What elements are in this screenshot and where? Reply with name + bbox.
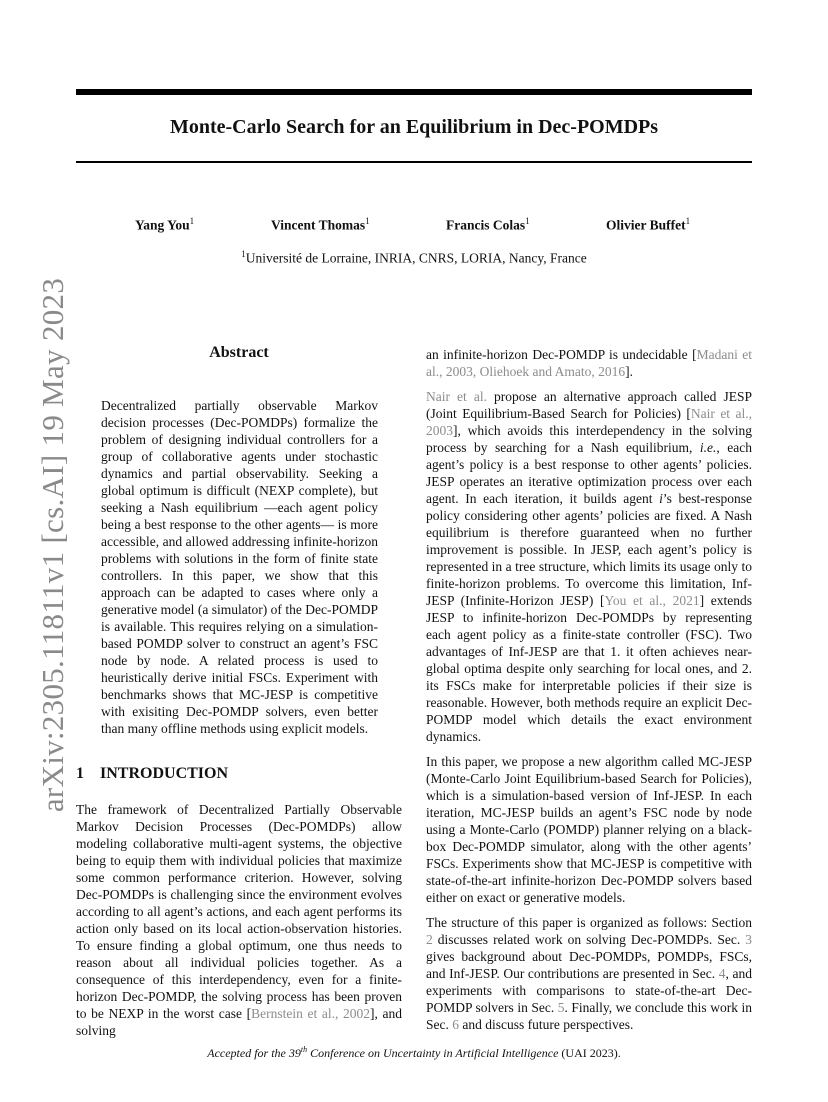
section-heading-introduction xyxy=(76,765,228,783)
author-affiliation-mark: 1 xyxy=(685,216,691,226)
paragraph-text: discusses related work on solving Dec-POMDPs. Sec. xyxy=(432,932,746,947)
section-number: 1 xyxy=(76,765,84,782)
paragraph-text: . Finally, we conclude this work in Sec. xyxy=(426,1000,752,1032)
title-top-rule xyxy=(76,89,752,95)
citation-link[interactable]: You et al., 2021 xyxy=(604,593,700,608)
arxiv-watermark: arXiv:2305.11811v1 [cs.AI] 19 May 2023 xyxy=(35,277,70,813)
paper-title: Monte-Carlo Search for an Equilibrium in Dec-POMDPs xyxy=(169,116,659,138)
paragraph-text: and discuss future perspectives. xyxy=(459,1017,634,1032)
citation-link[interactable]: Madani et al., 2003, Oliehoek and Amato, 2016 xyxy=(426,347,753,379)
section-reference-link[interactable]: 6 xyxy=(452,1017,459,1032)
right-column xyxy=(426,346,752,1041)
title-bottom-rule xyxy=(76,161,752,163)
math-variable: i xyxy=(659,491,663,506)
author-affiliation-mark: 1 xyxy=(525,216,530,226)
citation-link[interactable]: Bernstein et al., 2002 xyxy=(251,1006,370,1021)
paragraph-text: , each agent’s policy is a best response to other agents’ policies. JESP operates an iterative optimization process over each agent. In each iteration, it builds agent xyxy=(426,440,753,506)
paragraph-text: propose an alternative approach called JESP (Joint Equilibrium-Based Search for Policies) [ xyxy=(426,389,752,421)
abstract-heading: Abstract xyxy=(209,344,269,361)
author-name: Olivier Buffet xyxy=(606,217,686,233)
affiliation-text: Université de Lorraine, INRIA, CNRS, LORIA, Nancy, France xyxy=(245,250,587,266)
author-3 xyxy=(446,216,530,234)
footer-superscript: th xyxy=(300,1045,308,1054)
footer-text: Accepted for the 39 xyxy=(207,1046,301,1060)
section-title: INTRODUCTION xyxy=(100,765,229,782)
paragraph-text: ], which avoids this interdependency in the solving process by searching for a Nash equilibrium, xyxy=(426,423,752,455)
author-name: Francis Colas xyxy=(446,217,526,233)
footer-text: (UAI 2023). xyxy=(558,1046,621,1060)
intro-paragraph-4 xyxy=(426,914,752,1033)
section-reference-link[interactable]: 5 xyxy=(557,1000,565,1015)
intro-paragraph-1-continued xyxy=(426,346,752,380)
paragraph-text: ]. xyxy=(625,364,633,379)
author-4 xyxy=(606,216,690,234)
intro-paragraph-1 xyxy=(76,801,402,1039)
section-reference-link[interactable]: 3 xyxy=(745,932,752,947)
affiliation-mark: 1 xyxy=(241,249,246,259)
paragraph-text: , and experiments with comparisons to state-of-the-art Dec-POMDP solvers in Sec. xyxy=(426,966,753,1015)
citation-link[interactable]: Nair et al. xyxy=(426,389,487,404)
conference-footer xyxy=(76,1045,752,1061)
paragraph-text: ’s best-response policy considering other agents’ policies are fixed. A Nash equilibrium is therefore guaranteed when no further improvement is possible. In JESP, each agent’s policy is represented in a tree structure, which limits its usage only to finite-horizon problems. To overcome this limitation, Inf-JESP (Infinite-Horizon JESP) [ xyxy=(426,491,752,608)
section-reference-link[interactable]: 4 xyxy=(718,966,726,981)
emphasis-text: i.e. xyxy=(699,440,717,455)
intro-paragraph-3: In this paper, we propose a new algorithm called MC-JESP (Monte-Carlo Joint Equilibrium-based Search for Policies), which is a simulation-based version of Inf-JESP. In each iteration, MC-JESP builds an agent’s FSC node by node using a Monte-Carlo (POMDP) planner relying on a black-box Dec-POMDP simulator, along with the other agents’ FSCs. Experiments show that MC-JESP is competitive with state-of-the-art infinite-horizon Dec-POMDP solvers based either on exact or generative models. xyxy=(426,754,752,905)
paragraph-text: an infinite-horizon Dec-POMDP is undecidable [ xyxy=(426,347,697,362)
paragraph-text: ], and solving xyxy=(76,1006,402,1038)
footer-text: Conference on Uncertainty in Artificial Intelligence xyxy=(307,1046,559,1060)
citation-link[interactable]: Nair et al., 2003 xyxy=(426,406,752,438)
paragraph-text: ] extends JESP to infinite-horizon Dec-POMDPs by representing each agent policy as a finite-state controller (FSC). Two advantages of Inf-JESP are that 1. it often achieves near-global optima despite only searching for local ones, and 2. its FSCs make for interpretable policies if their size is reasonable. However, both methods require an explicit Dec-POMDP model which details the exact environment dynamics. xyxy=(426,593,752,744)
author-name: Yang You xyxy=(135,217,190,233)
author-affiliation-mark: 1 xyxy=(365,216,370,226)
section-reference-link[interactable]: 2 xyxy=(426,932,433,947)
author-affiliation-mark: 1 xyxy=(189,216,195,226)
paragraph-text: The framework of Decentralized Partially Observable Markov Decision Processes (Dec-POMDPs) allow modeling collaborative multi-agent systems, the objective being to equip them with individual policies that maximize some common performance criterion. However, solving Dec-POMDPs is challenging since the environment evolves according to all agent’s actions, and each agent performs its action only based on its local action-observation histories. To ensure finding a global optimum, one thus needs to reason about all individual policies together. As a consequence of this interdependency, even for a finite-horizon Dec-POMDP, the solving process has been proven to be NEXP in the worst case [ xyxy=(76,802,402,1021)
author-name: Vincent Thomas xyxy=(271,217,366,233)
paragraph-text: gives background about Dec-POMDPs, POMDPs, FSCs, and Inf-JESP. Our contributions are presented in Sec. xyxy=(426,949,752,981)
affiliation xyxy=(76,249,752,267)
intro-paragraph-2 xyxy=(426,388,752,745)
abstract-text: Decentralized partially observable Markov decision processes (Dec-POMDPs) formalize the problem of designing individual controllers for a group of collaborative agents under stochastic dynamics and partial observability. Seeking a global optimum is difficult (NEXP complete), but seeking a Nash equilibrium —each agent policy being a best response to the other agents— is more accessible, and allowed addressing infinite-horizon problems with solutions in the form of finite state controllers. In this paper, we show that this approach can be adapted to cases where only a generative model (a simulator) of the Dec-POMDP is available. This requires relying on a simulation-based POMDP solver to construct an agent’s FSC node by node. A related process is used to heuristically derive initial FSCs. Experiment with benchmarks shows that MC-JESP is competitive with exisiting Dec-POMDP solvers, even better than many offline methods using explicit models. xyxy=(101,398,378,736)
paragraph-text: The structure of this paper is organized as follows: Section xyxy=(426,915,752,930)
author-2 xyxy=(271,216,370,234)
author-1 xyxy=(135,216,194,234)
